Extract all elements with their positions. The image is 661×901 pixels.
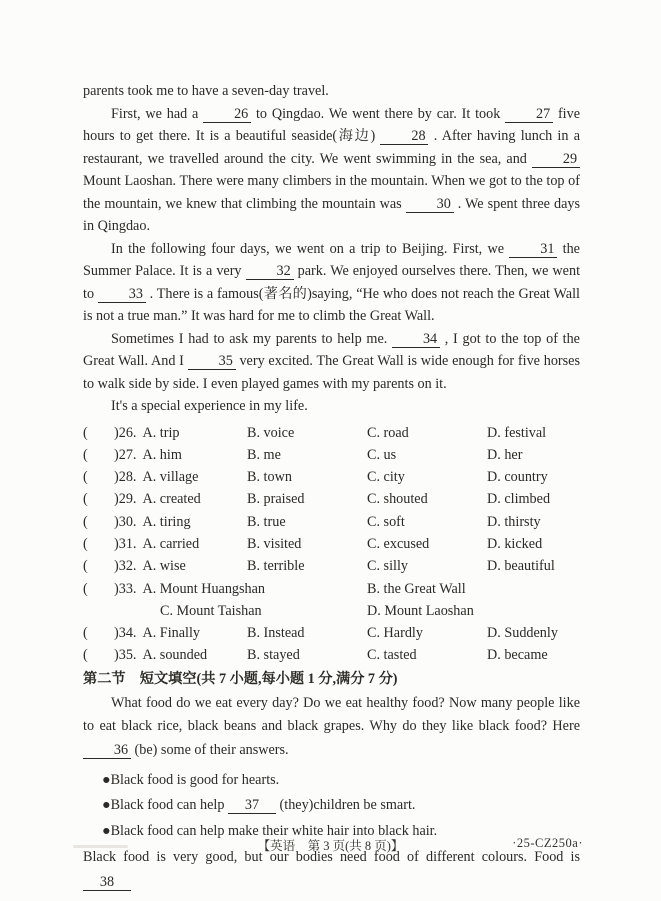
option-row-28: [83, 466, 580, 488]
option-row-32: [83, 555, 580, 577]
option-c: C. excused: [367, 535, 430, 552]
blank-28: 28: [380, 129, 428, 145]
option-d: D. Suddenly: [487, 625, 558, 642]
option-d: D. kicked: [487, 535, 543, 552]
blank-31: 31: [509, 242, 557, 258]
answer-paren: (: [83, 513, 88, 530]
section-2-heading: 第二节 短文填空(共 7 小题,每小题 1 分,满分 7 分): [83, 670, 398, 687]
blank-36: 36: [83, 743, 131, 759]
blank-34: 34: [392, 332, 440, 348]
question-number: )34.: [114, 625, 137, 642]
option-c: C. us: [367, 446, 397, 463]
question-number: )28.: [114, 469, 137, 486]
option-d: D. climbed: [487, 491, 551, 508]
passage-line: parents took me to have a seven-day travel.: [83, 83, 329, 99]
blank-33: 33: [98, 287, 146, 303]
option-b: B. me: [247, 446, 281, 463]
option-cell-a: [83, 533, 247, 555]
answer-paren: (: [83, 491, 88, 508]
question-number: )29.: [114, 491, 137, 508]
option-cell-a: [83, 622, 247, 644]
option-d: D. beautiful: [487, 558, 555, 575]
blank-30: 30: [406, 197, 454, 213]
option-row-33-line2: [83, 600, 580, 622]
option-d: D. her: [487, 446, 523, 463]
option-d: D. Mount Laoshan: [367, 602, 474, 619]
option-row-29: [83, 488, 580, 510]
option-cell-a: [83, 488, 247, 510]
question-number: )27.: [114, 446, 137, 463]
option-b: B. the Great Wall: [367, 580, 466, 597]
option-cell-a: [83, 644, 247, 666]
page-number: 【英语 第 3 页(共 8 页)】: [257, 839, 404, 853]
option-a: A. Mount Huangshan: [142, 580, 266, 597]
answer-paren: (: [83, 424, 88, 441]
passage-paragraph: It's a special experience in my life.: [111, 398, 308, 414]
closing-line: Black food is very good, but our bodies need food of different colours. Food is 38: [83, 848, 580, 890]
option-cell-a: [83, 466, 247, 488]
option-a: A. created: [142, 491, 201, 508]
option-a: A. sounded: [142, 647, 208, 664]
option-b: B. visited: [247, 535, 302, 552]
option-c: C. road: [367, 424, 409, 441]
option-row-27: [83, 444, 580, 466]
question-number: )31.: [114, 535, 137, 552]
option-c: C. city: [367, 469, 405, 486]
blank-27: 27: [505, 107, 553, 123]
option-b: B. Instead: [247, 625, 305, 642]
cloze-options: [83, 422, 580, 667]
option-row-30: [83, 511, 580, 533]
option-a: A. Finally: [142, 625, 201, 642]
question-number: )32.: [114, 558, 137, 575]
passage-paragraph: Sometimes I had to ask my parents to help me. 34 , I got to the top of the Great Wall. And I 35 very excited. The Great Wall is wide enough for five horses to walk side by side. I even played games with my parents on it.: [83, 330, 580, 392]
option-c: C. tasted: [367, 647, 417, 664]
answer-paren: (: [83, 580, 88, 597]
option-a: A. carried: [142, 535, 200, 552]
option-cell-a: [83, 422, 247, 444]
bullet-line: ●Black food can help make their white hair into black hair.: [102, 823, 438, 840]
bullet-line: ●Black food is good for hearts.: [102, 771, 280, 788]
option-d: D. became: [487, 647, 548, 664]
option-b: B. terrible: [247, 558, 305, 575]
passage-paragraph: First, we had a 26 to Qingdao. We went there by car. It took 27 five hours to get there. It is a beautiful seaside(海边) 28 . After having lunch in a restaurant, we travelled around the city. We went swimming in the sea, and 29 Mount Laoshan. There were many climbers in the mountain. When we got to the top of the mountain, we knew that climbing the mountain was 30 . We spent three days in Qingdao.: [83, 105, 580, 234]
option-row-31: [83, 533, 580, 555]
option-b: B. town: [247, 469, 292, 486]
answer-paren: (: [83, 469, 88, 486]
option-c: C. silly: [367, 558, 408, 575]
option-a: A. him: [142, 446, 182, 463]
option-cell-a: [83, 555, 247, 577]
section-2: [83, 667, 580, 895]
question-number: )33.: [114, 580, 137, 597]
option-row-26: [83, 422, 580, 444]
question-number: )30.: [114, 513, 137, 530]
option-b: B. voice: [247, 424, 295, 441]
cloze-passage: [83, 80, 580, 418]
option-d: D. country: [487, 469, 548, 486]
option-a: A. tiring: [142, 513, 191, 530]
bullet-list: [83, 768, 580, 845]
answer-paren: (: [83, 535, 88, 552]
option-cell-a: [83, 444, 247, 466]
page-content: [83, 80, 580, 895]
option-row-33: [83, 578, 580, 600]
option-c: C. soft: [367, 513, 405, 530]
passage-paragraph: In the following four days, we went on a trip to Beijing. First, we 31 the Summer Palace. It is a very 32 park. We enjoyed ourselves there. Then, we went to 33 . There is a famous(著名的)saying, “He who does not reach the Great Wall is not a true man.” It was hard for me to climb the Great Wall.: [83, 240, 581, 324]
option-b: B. praised: [247, 491, 305, 508]
question-number: )26.: [114, 424, 137, 441]
blank-29: 29: [532, 152, 580, 168]
blank-32: 32: [246, 264, 294, 280]
blank-37: 37: [228, 798, 276, 814]
answer-paren: (: [83, 647, 88, 664]
option-c: C. shouted: [367, 491, 428, 508]
option-c: C. Hardly: [367, 625, 423, 642]
answer-paren: (: [83, 446, 88, 463]
blank-38: 38: [83, 875, 131, 891]
blank-26: 26: [203, 107, 251, 123]
section-2-intro: What food do we eat every day? Do we eat healthy food? Now many people like to eat black rice, black beans and black grapes. Why do they like black food? Here 36 (be) some of their answers.: [83, 694, 580, 758]
blank-35: 35: [188, 354, 236, 370]
option-d: D. thirsty: [487, 513, 541, 530]
bullet-line: ●Black food can help 37 (they)children be smart.: [102, 797, 416, 814]
option-b: B. true: [247, 513, 286, 530]
option-cell-a: [83, 511, 247, 533]
option-cell-a: [83, 578, 367, 600]
option-row-35: [83, 644, 580, 666]
option-d: D. festival: [487, 424, 547, 441]
option-a: A. trip: [142, 424, 180, 441]
answer-paren: (: [83, 625, 88, 642]
option-c: C. Mount Taishan: [160, 602, 262, 619]
option-row-34: [83, 622, 580, 644]
option-a: A. village: [142, 469, 199, 486]
page-footer: [0, 836, 661, 854]
question-number: )35.: [114, 647, 137, 664]
option-b: B. stayed: [247, 647, 300, 664]
answer-paren: (: [83, 558, 88, 575]
option-a: A. wise: [142, 558, 186, 575]
paper-code: ·25-CZ250a·: [512, 836, 583, 850]
